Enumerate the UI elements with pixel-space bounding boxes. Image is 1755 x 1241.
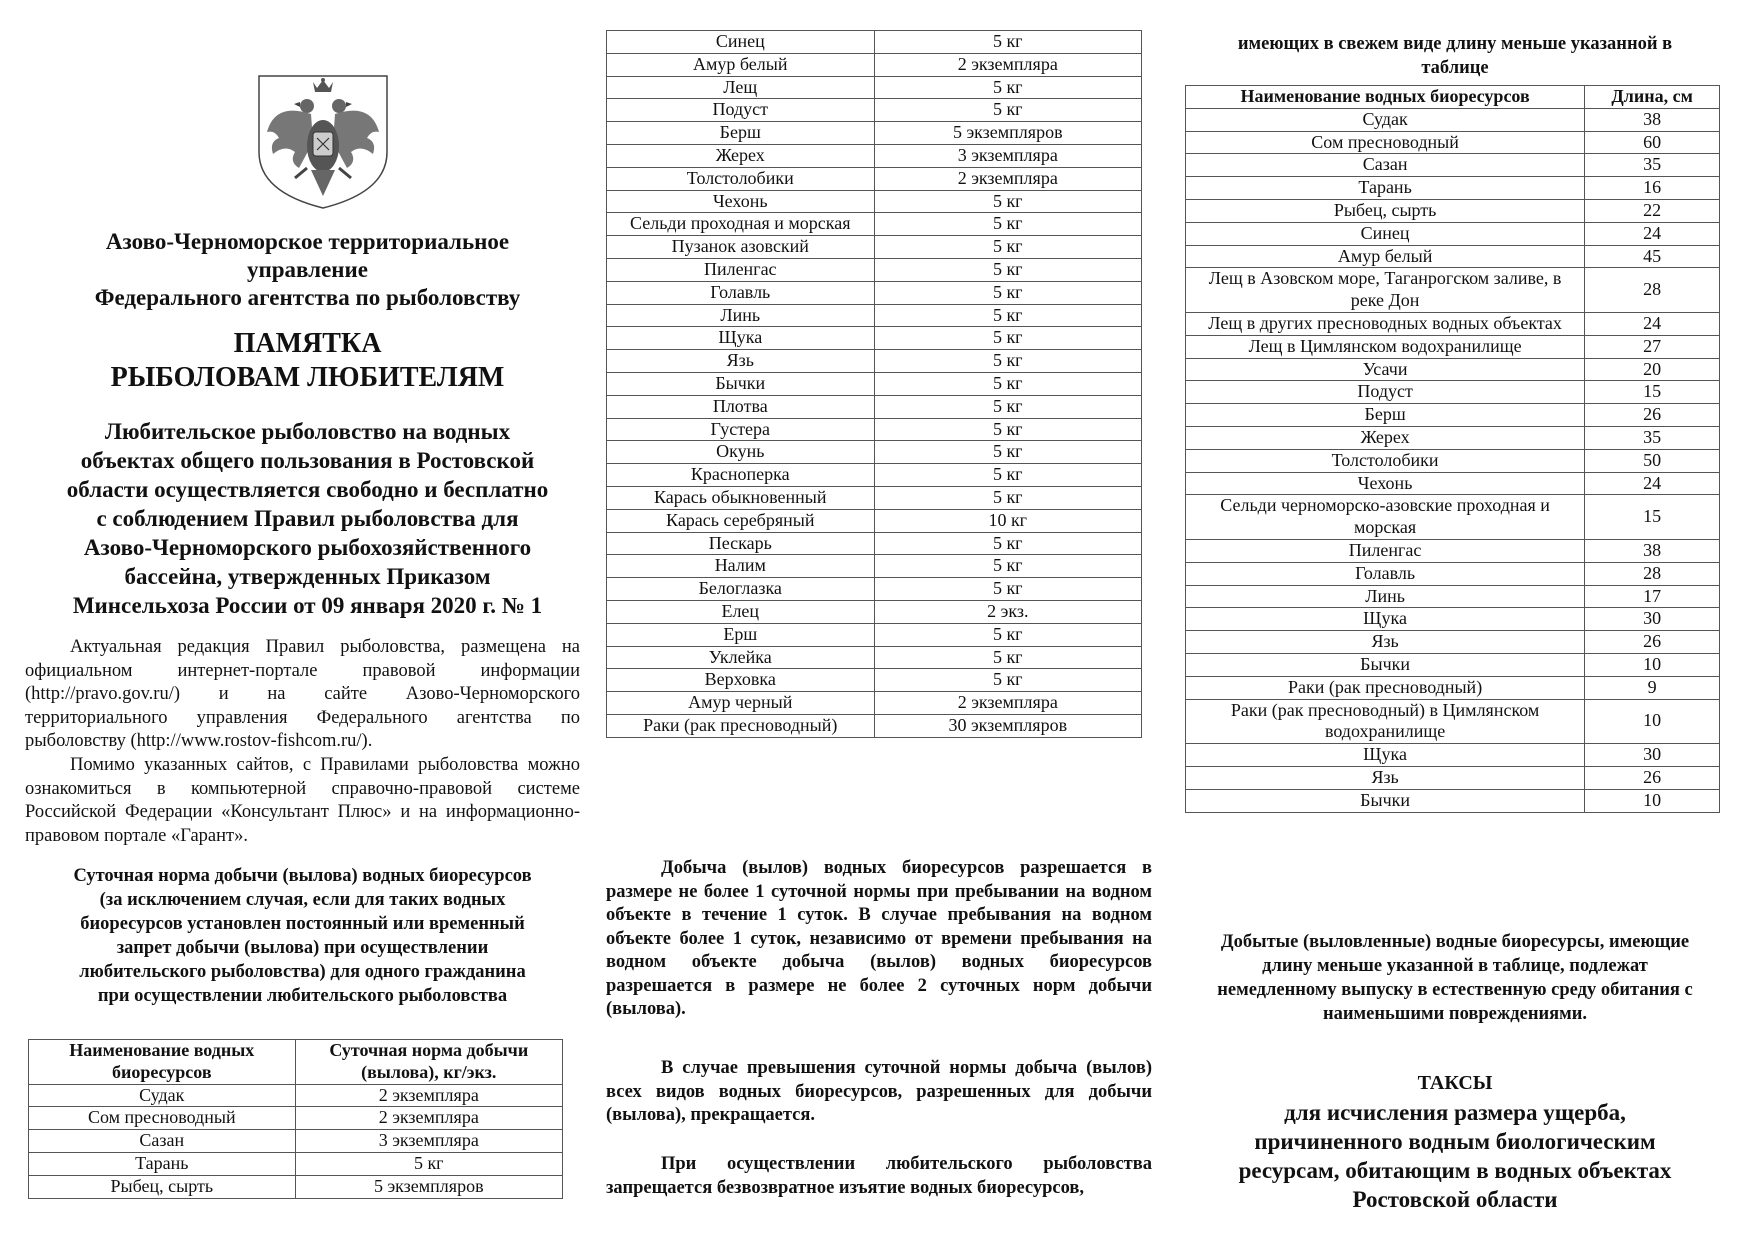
species-cell: Усачи [1186, 358, 1585, 381]
value-cell: 5 кг [874, 99, 1141, 122]
value-cell: 10 [1585, 653, 1720, 676]
daily-norm-heading: Суточная норма добычи (вылова) водных биоресурсов (за исключением случая, если для таких водных биоресурсов установлен постоянный или временный запрет добычи (вылова) при осуществлении любительского рыболовства) для одного гражданина при осуществлении любительского рыболовства [73, 866, 532, 1006]
value-cell: 5 кг [874, 190, 1141, 213]
table-row [607, 555, 1142, 578]
table-row [607, 578, 1142, 601]
value-cell: 38 [1585, 108, 1720, 131]
table-row [607, 532, 1142, 555]
species-cell: Щука [1186, 744, 1585, 767]
value-cell: 5 кг [874, 372, 1141, 395]
table-row [1186, 335, 1720, 358]
release-note: Добытые (выловленные) водные биоресурсы, имеющие длину меньше указанной в таблице, подлежат немедленному выпуску в естественную среду обитания с наименьшими повреждениями. [1217, 932, 1693, 1024]
species-cell: Тарань [1186, 177, 1585, 200]
right-column [1180, 0, 1730, 1241]
species-cell: Бычки [607, 372, 875, 395]
species-cell: Подуст [1186, 381, 1585, 404]
value-cell: 22 [1585, 199, 1720, 222]
species-cell: Лещ [607, 76, 875, 99]
table-row [607, 144, 1142, 167]
coat-of-arms-emblem [255, 72, 391, 212]
species-cell: Налим [607, 555, 875, 578]
table-row [607, 350, 1142, 373]
table-row [607, 441, 1142, 464]
table-row [607, 99, 1142, 122]
value-cell: 28 [1585, 562, 1720, 585]
value-cell: 26 [1585, 766, 1720, 789]
table-row [607, 76, 1142, 99]
value-cell: 30 [1585, 744, 1720, 767]
species-cell: Раки (рак пресноводный) [607, 714, 875, 737]
value-cell: 5 кг [874, 623, 1141, 646]
value-cell: 5 кг [874, 213, 1141, 236]
value-cell: 5 кг [874, 555, 1141, 578]
daily-norm-table-part2 [606, 30, 1142, 738]
species-cell: Верховка [607, 669, 875, 692]
table-row [607, 304, 1142, 327]
table-row [607, 714, 1142, 737]
species-cell: Чехонь [607, 190, 875, 213]
table-header-norm: Суточная норма добычи (вылова), кг/экз. [295, 1040, 562, 1085]
value-cell: 5 кг [874, 236, 1141, 259]
table-row [607, 395, 1142, 418]
value-cell: 3 экземпляра [874, 144, 1141, 167]
table-row [1186, 744, 1720, 767]
species-cell: Амур белый [607, 53, 875, 76]
table-row [607, 327, 1142, 350]
species-cell: Лещ в других пресноводных водных объектах [1186, 312, 1585, 335]
species-cell: Пузанок азовский [607, 236, 875, 259]
table-row [1186, 312, 1720, 335]
table-row: Тарань 5 кг [29, 1152, 563, 1175]
organization-name: Азово-Черноморское территориальное управление Федерального агентства по рыболовству [94, 229, 521, 310]
table-row [1186, 177, 1720, 200]
value-cell: 45 [1585, 245, 1720, 268]
value-cell: 2 экземпляра [874, 53, 1141, 76]
value-cell: 27 [1585, 335, 1720, 358]
species-cell: Язь [1186, 766, 1585, 789]
taxa-title: ТАКСЫ [1417, 1072, 1493, 1094]
table-row [607, 53, 1142, 76]
table-row: Судак 2 экземпляра [29, 1084, 563, 1107]
species-cell: Жерех [607, 144, 875, 167]
value-cell: 10 [1585, 699, 1720, 744]
table-row [1186, 495, 1720, 540]
value-cell: 30 [1585, 608, 1720, 631]
value-cell: 5 кг [874, 76, 1141, 99]
species-cell: Амур белый [1186, 245, 1585, 268]
table-row [1186, 789, 1720, 812]
table-row [1186, 608, 1720, 631]
value-cell: 5 экземпляров [874, 122, 1141, 145]
table-row [607, 258, 1142, 281]
table-row [607, 669, 1142, 692]
table-row [1186, 268, 1720, 313]
value-cell: 30 экземпляров [874, 714, 1141, 737]
species-cell: Сом пресноводный [1186, 131, 1585, 154]
value-cell: 5 кг [874, 532, 1141, 555]
species-cell: Судак [1186, 108, 1585, 131]
species-cell: Бычки [1186, 653, 1585, 676]
species-cell: Пиленгас [607, 258, 875, 281]
table-row [1186, 222, 1720, 245]
table-row [1186, 631, 1720, 654]
value-cell: 2 экземпляра [874, 692, 1141, 715]
table-row [607, 122, 1142, 145]
prohibition-paragraph: При осуществлении любительского рыболовства запрещается безвозвратное изъятие водных биоресурсов, [606, 1154, 1152, 1198]
value-cell: 28 [1585, 268, 1720, 313]
species-cell: Бычки [1186, 789, 1585, 812]
table-row [607, 167, 1142, 190]
value-cell: 5 кг [874, 578, 1141, 601]
value-cell: 26 [1585, 631, 1720, 654]
taxa-description: для исчисления размера ущерба, причиненного водным биологическим ресурсам, обитающим в водных объектах Ростовской области [1238, 1100, 1672, 1212]
table-row [607, 190, 1142, 213]
table-row [607, 372, 1142, 395]
species-cell: Голавль [1186, 562, 1585, 585]
species-cell: Берш [1186, 404, 1585, 427]
table-row: Рыбец, сырть 5 экземпляров [29, 1175, 563, 1198]
value-cell: 17 [1585, 585, 1720, 608]
value-cell: 2 экз. [874, 600, 1141, 623]
species-cell: Густера [607, 418, 875, 441]
value-cell: 50 [1585, 449, 1720, 472]
table-row [607, 486, 1142, 509]
value-cell: 5 кг [874, 281, 1141, 304]
species-cell: Рыбец, сырть [1186, 199, 1585, 222]
table-row [1186, 676, 1720, 699]
value-cell: 24 [1585, 472, 1720, 495]
species-cell: Белоглазка [607, 578, 875, 601]
table-row: Сазан 3 экземпляра [29, 1130, 563, 1153]
table-row [1186, 245, 1720, 268]
species-cell: Голавль [607, 281, 875, 304]
value-cell: 15 [1585, 495, 1720, 540]
table-row [607, 464, 1142, 487]
species-cell: Сельди черноморско-азовские проходная и морская [1186, 495, 1585, 540]
species-cell: Линь [1186, 585, 1585, 608]
table-row [607, 213, 1142, 236]
species-cell: Щука [1186, 608, 1585, 631]
value-cell: 5 кг [874, 258, 1141, 281]
exceed-norm-paragraph: В случае превышения суточной нормы добыча (вылов) всех видов водных биоресурсов, разрешенных для добычи (вылова), прекращается. [606, 1058, 1152, 1125]
table-row [1186, 404, 1720, 427]
daily-norm-table-part1 [28, 1039, 563, 1199]
rules-source-paragraph: Актуальная редакция Правил рыболовства, размещена на официальном интернет-портале правовой информации (http://pravo.gov.ru/) и на сайте Азово-Черноморского территориального управления Федерального агентства по рыболовству (http://www.rostov-fishcom.ru/). [25, 637, 580, 751]
value-cell: 35 [1585, 426, 1720, 449]
species-cell: Язь [607, 350, 875, 373]
value-cell: 10 кг [874, 509, 1141, 532]
table-row [607, 509, 1142, 532]
species-cell: Берш [607, 122, 875, 145]
species-cell: Жерех [1186, 426, 1585, 449]
table-row [1186, 108, 1720, 131]
value-cell: 20 [1585, 358, 1720, 381]
memo-title: ПАМЯТКА РЫБОЛОВАМ ЛЮБИТЕЛЯМ [110, 328, 505, 393]
species-cell: Синец [607, 31, 875, 54]
species-cell: Карась обыкновенный [607, 486, 875, 509]
value-cell: 5 кг [874, 327, 1141, 350]
value-cell: 2 экземпляра [874, 167, 1141, 190]
table-row [607, 31, 1142, 54]
species-cell: Линь [607, 304, 875, 327]
species-cell: Раки (рак пресноводный) [1186, 676, 1585, 699]
species-cell: Синец [1186, 222, 1585, 245]
species-cell: Карась серебряный [607, 509, 875, 532]
species-cell: Толстолобики [1186, 449, 1585, 472]
value-cell: 24 [1585, 312, 1720, 335]
table-row [607, 600, 1142, 623]
species-cell: Сазан [1186, 154, 1585, 177]
middle-column [606, 0, 1152, 1241]
table-row [607, 646, 1142, 669]
species-cell: Елец [607, 600, 875, 623]
table-row [607, 281, 1142, 304]
value-cell: 35 [1585, 154, 1720, 177]
table-row [607, 623, 1142, 646]
table-header-length: Длина, см [1585, 86, 1720, 109]
table-row [607, 418, 1142, 441]
species-cell: Пиленгас [1186, 539, 1585, 562]
value-cell: 5 кг [874, 669, 1141, 692]
value-cell: 5 кг [874, 646, 1141, 669]
species-cell: Лещ в Цимлянском водохранилище [1186, 335, 1585, 358]
value-cell: 15 [1585, 381, 1720, 404]
table-row [1186, 131, 1720, 154]
catch-limit-paragraph: Добыча (вылов) водных биоресурсов разрешается в размере не более 1 суточной нормы при пребывании на водном объекте в течение 1 суток. В случае пребывания на водном объекте более 1 суток, независимо от времени пребывания на водном объекте добыча (вылов) водных биоресурсов разрешается в размере не более 2 суточных норм добычи (вылова). [606, 858, 1152, 1019]
value-cell: 24 [1585, 222, 1720, 245]
left-column [25, 0, 590, 1241]
species-cell: Окунь [607, 441, 875, 464]
table-row [1186, 426, 1720, 449]
value-cell: 5 кг [874, 350, 1141, 373]
value-cell: 60 [1585, 131, 1720, 154]
value-cell: 9 [1585, 676, 1720, 699]
min-length-table [1185, 85, 1720, 813]
table-row [1186, 699, 1720, 744]
table-row [607, 236, 1142, 259]
species-cell: Раки (рак пресноводный) в Цимлянском водохранилище [1186, 699, 1585, 744]
value-cell: 26 [1585, 404, 1720, 427]
species-cell: Подуст [607, 99, 875, 122]
value-cell: 5 кг [874, 395, 1141, 418]
species-cell: Плотва [607, 395, 875, 418]
species-cell: Амур черный [607, 692, 875, 715]
table-row [1186, 449, 1720, 472]
table-row [1186, 653, 1720, 676]
table-row [607, 692, 1142, 715]
species-cell: Чехонь [1186, 472, 1585, 495]
table-row [1186, 539, 1720, 562]
table-header-species: Наименование водных биоресурсов [1186, 86, 1585, 109]
intro-statement: Любительское рыболовство на водных объектах общего пользования в Ростовской области осуществляется свободно и бесплатно с соблюдением Правил рыболовства для Азово-Черноморского рыбохозяйственного бассейна, утвержденных Приказом Минсельхоза России от 09 января 2020 г. № 1 [66, 419, 549, 618]
species-cell: Лещ в Азовском море, Таганрогском заливе, в реке Дон [1186, 268, 1585, 313]
min-length-heading-continued: имеющих в свежем виде длину меньше указанной в таблице [1237, 34, 1673, 78]
species-cell: Пескарь [607, 532, 875, 555]
table-row [1186, 358, 1720, 381]
species-cell: Ерш [607, 623, 875, 646]
value-cell: 5 кг [874, 304, 1141, 327]
value-cell: 38 [1585, 539, 1720, 562]
table-row [1186, 199, 1720, 222]
value-cell: 10 [1585, 789, 1720, 812]
species-cell: Уклейка [607, 646, 875, 669]
value-cell: 5 кг [874, 464, 1141, 487]
value-cell: 5 кг [874, 486, 1141, 509]
table-header-species: Наименование водных биоресурсов [29, 1040, 296, 1085]
value-cell: 5 кг [874, 418, 1141, 441]
species-cell: Толстолобики [607, 167, 875, 190]
species-cell: Красноперка [607, 464, 875, 487]
table-row [1186, 766, 1720, 789]
table-row [1186, 585, 1720, 608]
value-cell: 5 кг [874, 31, 1141, 54]
species-cell: Сельди проходная и морская [607, 213, 875, 236]
value-cell: 16 [1585, 177, 1720, 200]
table-row [1186, 154, 1720, 177]
table-row [1186, 381, 1720, 404]
value-cell: 5 кг [874, 441, 1141, 464]
species-cell: Язь [1186, 631, 1585, 654]
species-cell: Щука [607, 327, 875, 350]
table-row [1186, 562, 1720, 585]
table-row [1186, 472, 1720, 495]
additional-sources-paragraph: Помимо указанных сайтов, с Правилами рыболовства можно ознакомиться в компьютерной справочно-правовой системе Российской Федерации «Консультант Плюс» и на информационно-правовом портале «Гарант». [25, 755, 580, 846]
table-row: Сом пресноводный 2 экземпляра [29, 1107, 563, 1130]
